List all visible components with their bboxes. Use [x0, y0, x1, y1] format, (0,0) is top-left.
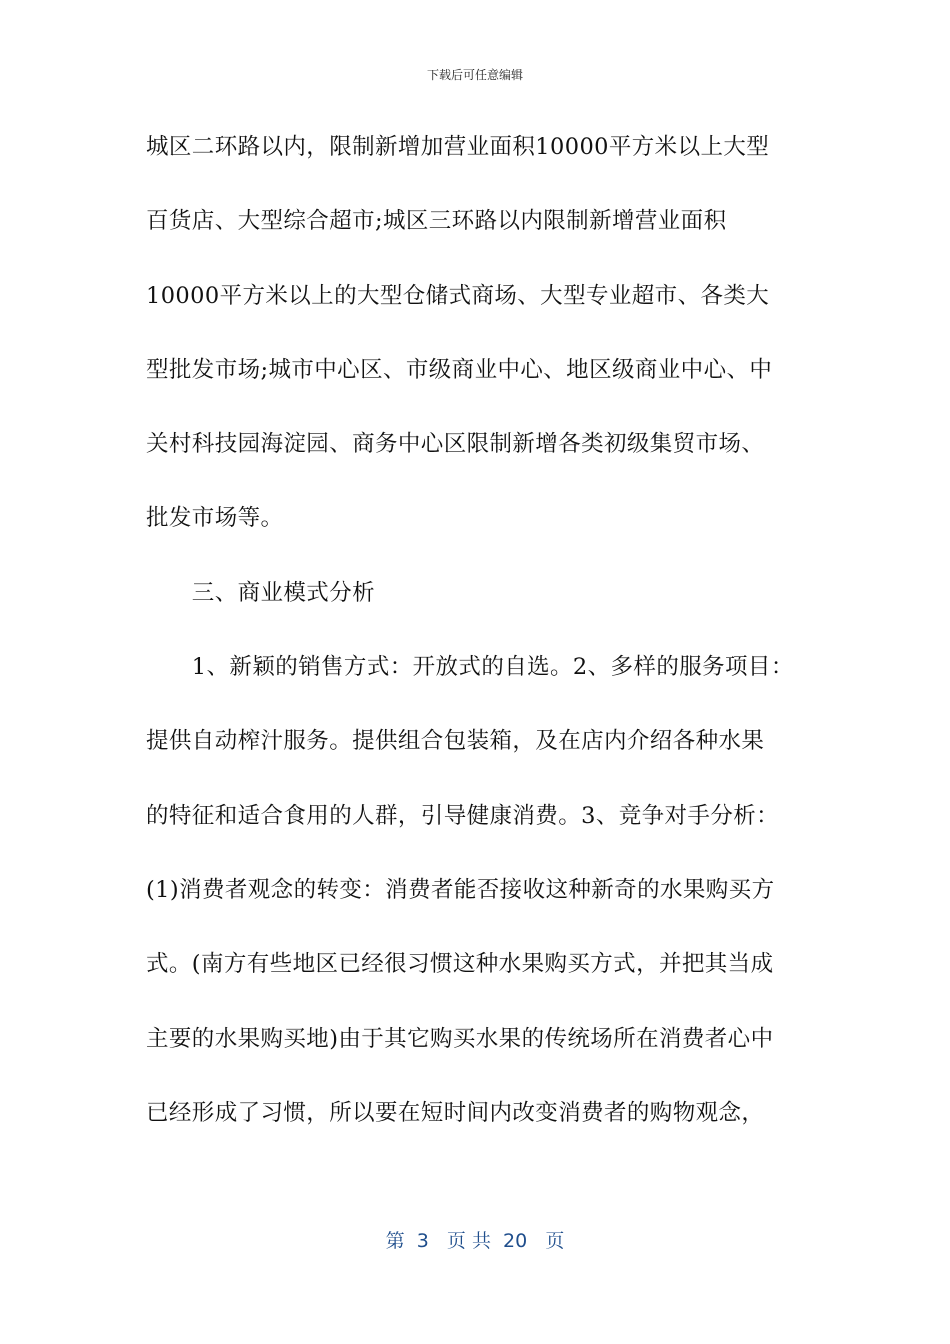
- text-line: 主要的水果购买地)由于其它购买水果的传统场所在消费者心中: [146, 1025, 774, 1052]
- header-note: 下载后可任意编辑: [426, 68, 523, 82]
- text-line: 百货店、大型综合超市;城区三环路以内限制新增营业面积: [146, 208, 727, 235]
- text-line: 批发市场等。: [146, 505, 284, 532]
- text-line: 已经形成了习惯，所以要在短时间内改变消费者的购物观念，: [146, 1099, 765, 1126]
- text-line: 型批发市场;城市中心区、市级商业中心、地区级商业中心、中: [146, 356, 773, 383]
- text-line: 城区二环路以内，限制新增加营业面积10000平方米以上大型: [146, 134, 770, 160]
- text-line: 提供自动榨汁服务。提供组合包装箱，及在店内介绍各种水果: [146, 728, 765, 755]
- text-line: 的特征和适合食用的人群，引导健康消费。3、竞争对手分析：: [146, 802, 780, 829]
- text-line: 关村科技园海淀园、商务中心区限制新增各类初级集贸市场、: [146, 431, 765, 458]
- section-heading: 三、商业模式分析: [146, 579, 376, 606]
- document-body: [146, 125, 816, 1165]
- page-number-footer: 第 3 页 共 20 页: [385, 1230, 565, 1252]
- text-line: 式。(南方有些地区已经很习惯这种水果购买方式，并把其当成: [146, 951, 774, 978]
- text-line: (1)消费者观念的转变：消费者能否接收这种新奇的水果购买方: [146, 876, 775, 903]
- text-line: 10000平方米以上的大型仓储式商场、大型专业超市、各类大: [146, 282, 770, 309]
- text-line: 1、新颖的销售方式：开放式的自选。2、多样的服务项目：: [146, 654, 794, 681]
